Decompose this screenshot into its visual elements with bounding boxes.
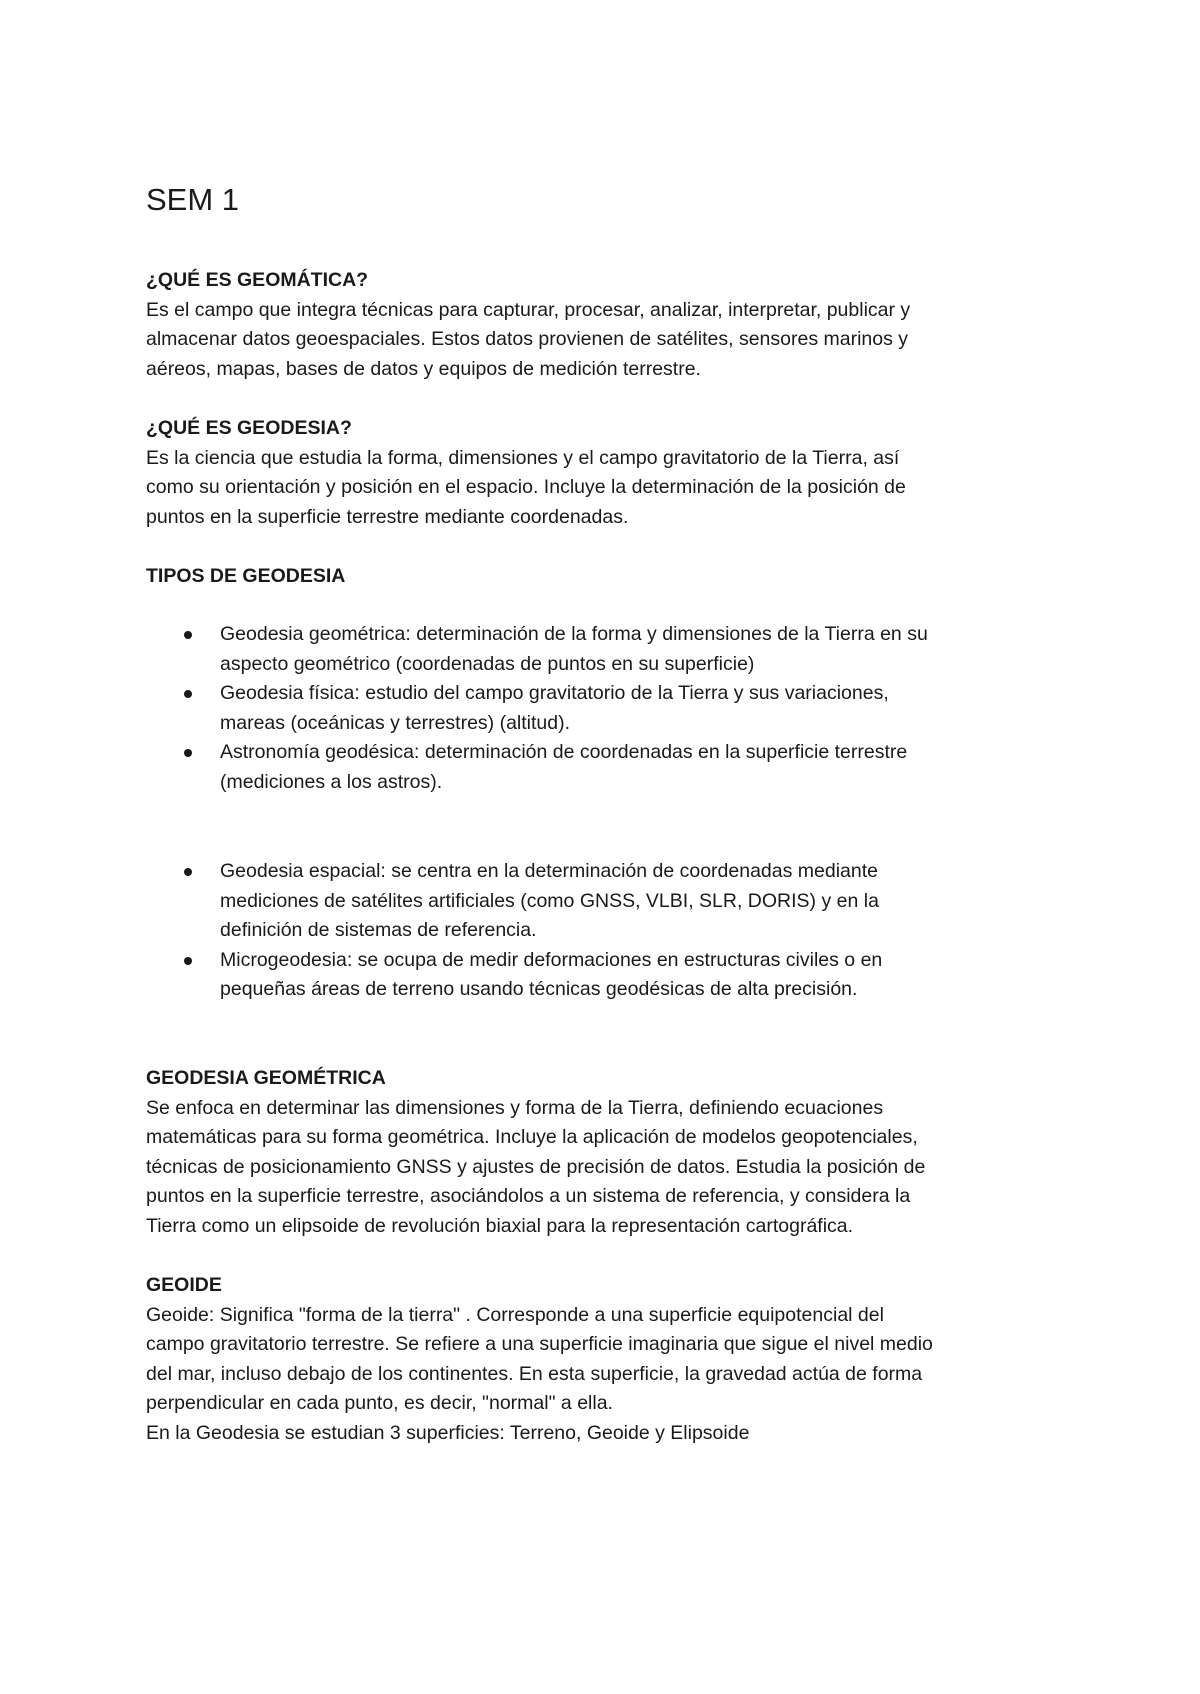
list-item-line: (mediciones a los astros). <box>220 770 443 793</box>
list-item <box>146 620 1066 679</box>
section-geomatica <box>146 266 1066 384</box>
paragraph-line: campo gravitatorio terrestre. Se refiere a una superficie imaginaria que sigue el nivel medio <box>146 1333 933 1356</box>
list-item-line: definición de sistemas de referencia. <box>220 919 537 942</box>
paragraph-line: técnicas de posicionamiento GNSS y ajustes de precisión de datos. Estudia la posición de <box>146 1155 926 1178</box>
paragraph-geodesia <box>146 444 1066 533</box>
paragraph-line: como su orientación y posición en el espacio. Incluye la determinación de la posición de <box>146 476 906 499</box>
paragraph-line: Se enfoca en determinar las dimensiones y forma de la Tierra, definiendo ecuaciones <box>146 1096 884 1119</box>
bullet-icon <box>184 690 192 698</box>
paragraph-geodesia-geometrica <box>146 1094 1066 1242</box>
list-item <box>146 738 1066 797</box>
paragraph-geomatica <box>146 296 1066 385</box>
paragraph-line: aéreos, mapas, bases de datos y equipos de medición terrestre. <box>146 357 701 380</box>
list-item-line: Microgeodesia: se ocupa de medir deformaciones en estructuras civiles o en <box>220 948 883 971</box>
bullet-icon <box>184 749 192 757</box>
list-item-line: Geodesia espacial: se centra en la determinación de coordenadas mediante <box>220 860 879 882</box>
bullet-icon <box>184 631 192 639</box>
paragraph-line: Tierra como un elipsoide de revolución biaxial para la representación cartográfica. <box>146 1214 854 1237</box>
paragraph-line: En la Geodesia se estudian 3 superficies: Terreno, Geoide y Elipsoide <box>146 1421 750 1444</box>
list-item-line: mareas (oceánicas y terrestres) (altitud). <box>220 711 571 734</box>
paragraph-line: matemáticas para su forma geométrica. Incluye la aplicación de modelos geopotenciales, <box>146 1126 918 1149</box>
bullet-list-tipos-a <box>146 620 1066 798</box>
section-geoide <box>146 1271 1066 1449</box>
heading-geodesia: ¿QUÉ ES GEODESIA? <box>146 417 352 439</box>
paragraph-line: perpendicular en cada punto, es decir, "normal" a ella. <box>146 1392 613 1415</box>
heading-geodesia-geometrica: GEODESIA GEOMÉTRICA <box>146 1067 386 1089</box>
list-item-line: aspecto geométrico (coordenadas de puntos en su superficie) <box>220 652 755 675</box>
heading-tipos: TIPOS DE GEODESIA <box>146 565 346 587</box>
list-item-line: Astronomía geodésica: determinación de coordenadas en la superficie terrestre <box>220 741 908 764</box>
bullet-icon <box>184 868 192 876</box>
list-item <box>146 857 1066 946</box>
paragraph-line: almacenar datos geoespaciales. Estos datos provienen de satélites, sensores marinos y <box>146 328 909 351</box>
list-item-line: Geodesia geométrica: determinación de la forma y dimensiones de la Tierra en su <box>220 623 928 645</box>
bullet-icon <box>184 957 192 965</box>
section-tipos <box>146 562 1066 592</box>
paragraph-line: Es el campo que integra técnicas para capturar, procesar, analizar, interpretar, publicar y <box>146 298 911 321</box>
document-title: SEM 1 <box>146 182 240 217</box>
paragraph-line: puntos en la superficie terrestre, asociándolos a un sistema de referencia, y considera la <box>146 1185 911 1208</box>
section-geodesia-geometrica <box>146 1064 1066 1242</box>
heading-geomatica: ¿QUÉ ES GEOMÁTICA? <box>146 269 369 291</box>
paragraph-line: Geoide: Significa "forma de la tierra" . Corresponde a una superficie equipotencial del <box>146 1303 884 1326</box>
list-item-line: pequeñas áreas de terreno usando técnicas geodésicas de alta precisión. <box>220 978 858 1001</box>
list-item-line: mediciones de satélites artificiales (como GNSS, VLBI, SLR, DORIS) y en la <box>220 889 879 912</box>
list-item-line: Geodesia física: estudio del campo gravitatorio de la Tierra y sus variaciones, <box>220 682 889 705</box>
heading-geoide: GEOIDE <box>146 1274 222 1296</box>
paragraph-geoide <box>146 1301 1066 1449</box>
paragraph-line: Es la ciencia que estudia la forma, dimensiones y el campo gravitatorio de la Tierra, así <box>146 446 900 469</box>
paragraph-line: puntos en la superficie terrestre mediante coordenadas. <box>146 505 629 528</box>
list-item <box>146 679 1066 738</box>
bullet-list-tipos-b <box>146 857 1066 1005</box>
section-geodesia <box>146 414 1066 532</box>
paragraph-line: del mar, incluso debajo de los continentes. En esta superficie, la gravedad actúa de forma <box>146 1362 923 1385</box>
list-item <box>146 946 1066 1005</box>
